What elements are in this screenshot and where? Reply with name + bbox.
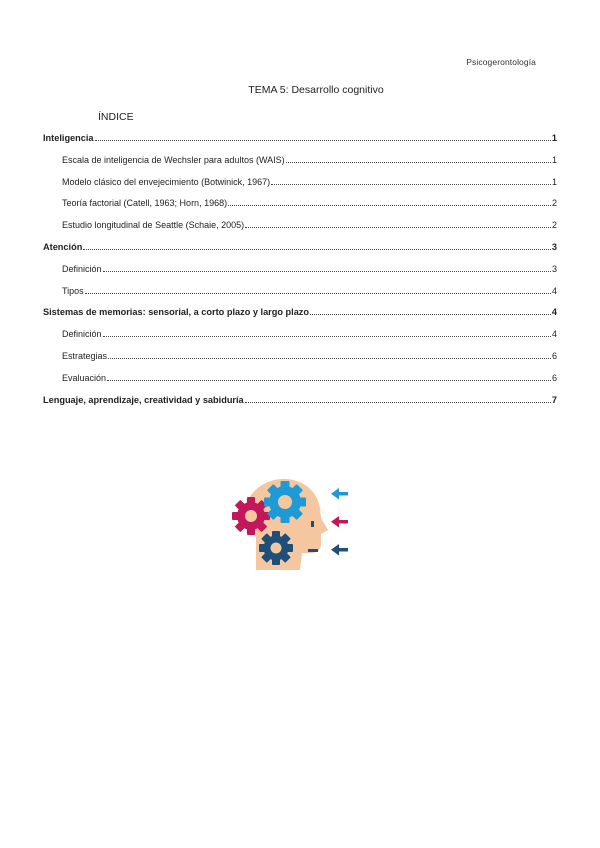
toc-page-number: 1 [551,176,557,187]
toc-dot-leader [95,140,551,141]
toc-section-entry[interactable] [43,395,557,417]
toc-entry-label: Evaluación [62,372,107,383]
toc-entry-label: Estudio longitudinal de Seattle (Schaie, 2005) [62,220,245,231]
toc-entry-label: Tipos [62,285,84,296]
toc-dot-leader [286,162,551,163]
toc-dot-leader [108,358,551,359]
toc-dot-leader [245,402,551,403]
toc-page-number: 2 [551,198,557,209]
toc-page-number: 4 [551,285,557,296]
toc-dot-leader [310,314,551,315]
toc-entry-label: Definición [62,263,102,274]
head-with-gears-icon [224,474,354,578]
toc-entry-label: Modelo clásico del envejecimiento (Botwinick, 1967) [62,176,271,187]
toc-entry-label: Inteligencia [43,133,94,143]
table-of-contents [43,133,557,416]
toc-page-number: 6 [551,350,557,361]
toc-dot-leader [228,205,551,206]
toc-subsection-entry[interactable] [43,264,557,286]
toc-page-number: 4 [551,329,557,340]
toc-dot-leader [103,336,551,337]
toc-entry-label: Definición [62,329,102,340]
toc-subsection-entry[interactable] [43,155,557,177]
toc-dot-leader [271,184,551,185]
toc-page-number: 2 [551,220,557,231]
toc-dot-leader [85,293,551,294]
toc-page-number: 7 [551,394,557,405]
arrow-left-blue-icon [331,488,348,500]
toc-subsection-entry[interactable] [43,198,557,220]
toc-subsection-entry[interactable] [43,373,557,395]
toc-dot-leader [103,271,551,272]
toc-dot-leader [107,380,551,381]
toc-section-entry[interactable] [43,133,557,155]
toc-page-number: 1 [551,133,557,143]
arrow-left-red-icon [331,516,348,528]
toc-section-entry[interactable] [43,307,557,329]
toc-entry-label: Teoría factorial (Catell, 1963; Horn, 1968) [62,198,228,209]
document-title: TEMA 5: Desarrollo cognitivo [248,84,384,96]
toc-entry-label: Escala de inteligencia de Wechsler para adultos (WAIS) [62,154,285,165]
toc-page-number: 3 [551,263,557,274]
toc-page-number: 4 [551,307,557,318]
toc-entry-label: Atención [43,241,83,252]
toc-subsection-entry[interactable] [43,329,557,351]
toc-subsection-entry[interactable] [43,286,557,308]
toc-page-number: 6 [551,372,557,383]
toc-page-number: 3 [551,241,557,252]
toc-subsection-entry[interactable] [43,351,557,373]
toc-page-number: 1 [551,154,557,165]
arrow-left-navy-icon [331,544,348,556]
toc-subsection-entry[interactable] [43,220,557,242]
toc-dot-leader [245,227,551,228]
toc-entry-label: Lenguaje, aprendizaje, creatividad y sabiduría [43,394,244,405]
toc-section-entry[interactable] [43,242,557,264]
header-subject: Psicogerontología [466,57,536,67]
toc-dot-leader [83,249,551,250]
index-heading: ÍNDICE [98,111,134,123]
toc-entry-label: Estrategias [62,350,108,361]
toc-subsection-entry[interactable] [43,177,557,199]
toc-entry-label: Sistemas de memorias: sensorial, a corto plazo y largo plazo [43,307,310,318]
